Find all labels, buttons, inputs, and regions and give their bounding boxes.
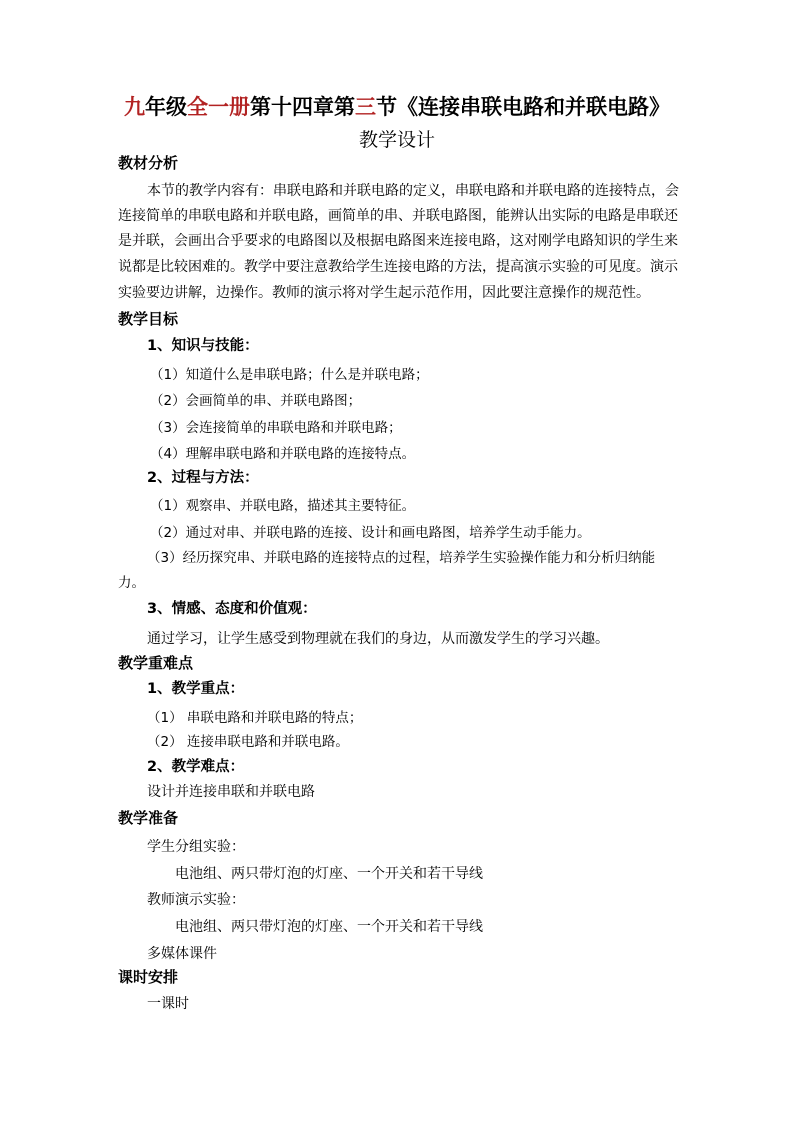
goal-process-item: （1）观察串、并联电路，描述其主要特征。 [150, 498, 416, 514]
analysis-line: 连接简单的串联电路和并联电路，画简单的串、并联电路图，能辨认出实际的电路是串联还 [118, 208, 678, 224]
title-part-section-number: 三 [355, 95, 376, 119]
goal-knowledge-label: 1、知识与技能： [147, 338, 259, 354]
keypoint-focus-item: （2） 连接串联电路和并联电路。 [147, 734, 349, 750]
goal-knowledge-item: （3）会连接简单的串联电路和并联电路； [150, 420, 402, 436]
document-subtitle: 教学设计 [358, 129, 435, 151]
schedule-text: 一课时 [147, 996, 189, 1012]
prep-student-items: 电池组、两只带灯泡的灯座、一个开关和若干导线 [175, 866, 483, 882]
prep-media: 多媒体课件 [147, 946, 217, 962]
keypoint-focus-label: 1、教学重点： [147, 681, 245, 697]
goal-emotion-text: 通过学习，让学生感受到物理就在我们的身边，从而激发学生的学习兴趣。 [147, 631, 609, 647]
document-title [60, 92, 734, 122]
goal-process-item: （3）经历探究串、并联电路的连接特点的过程，培养学生实验操作能力和分析归纳能 [147, 550, 656, 566]
title-part-chapter: 第十四章第 [250, 95, 355, 119]
section-heading-analysis: 教材分析 [118, 154, 179, 172]
section-heading-keypoints: 教学重难点 [118, 654, 194, 672]
keypoint-difficulty-label: 2、教学难点： [147, 759, 245, 775]
title-part-grade-number: 九 [124, 95, 145, 119]
keypoint-focus-item: （1） 串联电路和并联电路的特点； [147, 710, 363, 726]
goal-process-item-continued: 力。 [118, 575, 145, 591]
analysis-line: 说都是比较困难的。教学中要注意教给学生连接电路的方法，提高演示实验的可见度。演示 [118, 259, 678, 275]
goal-knowledge-item: （2）会画简单的串、并联电路图； [150, 393, 362, 409]
prep-teacher-items: 电池组、两只带灯泡的灯座、一个开关和若干导线 [175, 919, 483, 935]
goal-knowledge-item: （1）知道什么是串联电路；什么是并联电路； [150, 367, 429, 383]
goal-process-label: 2、过程与方法： [147, 470, 259, 486]
title-part-volume: 全一册 [187, 95, 250, 119]
section-heading-goals: 教学目标 [118, 310, 179, 328]
analysis-line: 实验要边讲解，边操作。教师的演示将对学生起示范作用，因此要注意操作的规范性。 [118, 285, 650, 301]
goal-knowledge-item: （4）理解串联电路和并联电路的连接特点。 [150, 446, 416, 462]
analysis-line: 是并联，会画出合乎要求的电路图以及根据电路图来连接电路，这对刚学电路知识的学生来 [118, 233, 678, 249]
title-part-grade: 年级 [145, 95, 187, 119]
goal-emotion-label: 3、情感、态度和价值观： [147, 601, 317, 617]
prep-teacher-label: 教师演示实验： [147, 892, 245, 908]
prep-student-label: 学生分组实验： [147, 839, 245, 855]
goal-process-item: （2）通过对串、并联电路的连接、设计和画电路图，培养学生动手能力。 [150, 525, 591, 541]
analysis-line: 本节的教学内容有：串联电路和并联电路的定义，串联电路和并联电路的连接特点，会 [147, 183, 679, 199]
title-part-section: 节《连接串联电路和并联电路》 [376, 95, 670, 119]
section-heading-prep: 教学准备 [118, 809, 179, 827]
section-heading-schedule: 课时安排 [118, 968, 179, 986]
keypoint-difficulty-text: 设计并连接串联和并联电路 [147, 784, 315, 800]
